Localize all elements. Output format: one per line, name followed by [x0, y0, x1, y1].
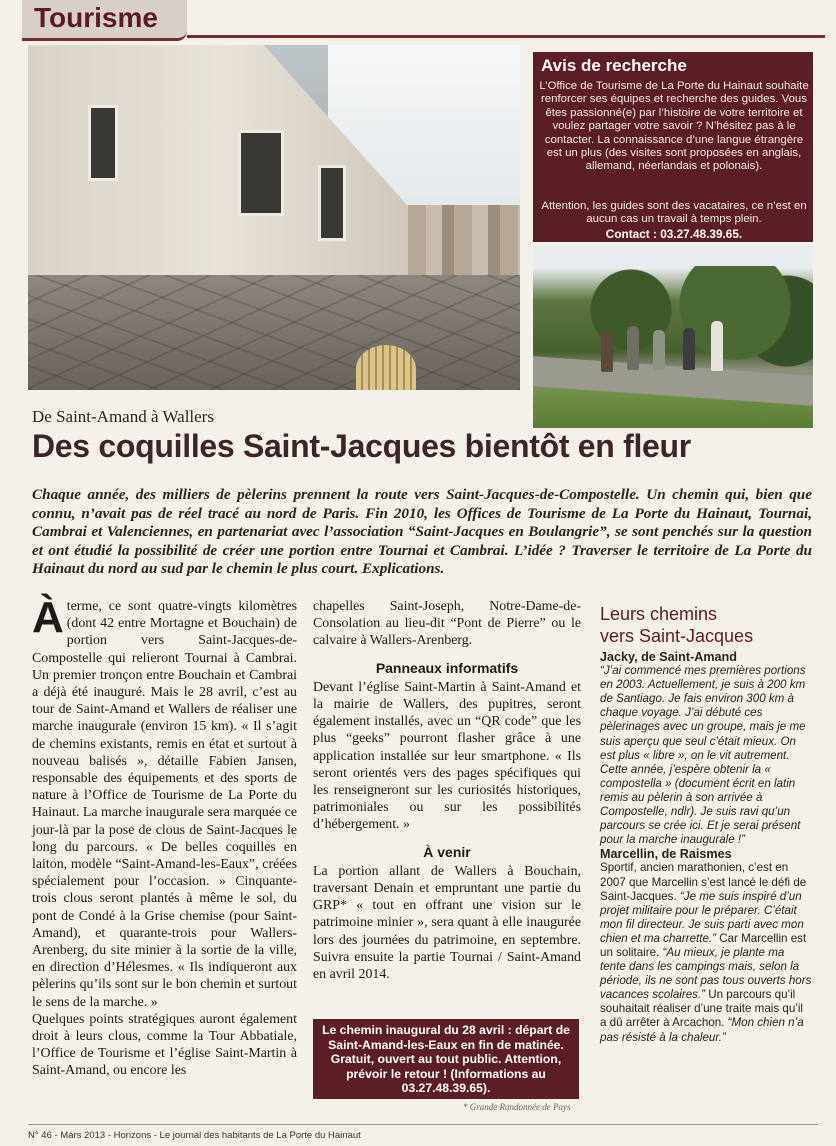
sidebar-testimonials [600, 650, 812, 1045]
body-column-1 [32, 593, 297, 1080]
article-headline: Des coquilles Saint-Jacques bientôt en fleur [32, 428, 691, 464]
article-kicker: De Saint-Amand à Wallers [32, 407, 214, 426]
photo-pavement [28, 275, 520, 390]
sidebar-title-line: vers Saint-Jacques [600, 626, 754, 646]
walkers-photo [533, 246, 813, 428]
testimonial-quote: “Je me suis inspiré d’un projet militaire pour le préparer. C’était mon fil directeur. Je suis parti avec mon chien et ma charrette.” [600, 889, 804, 945]
testimonial-name: Marcellin, de Raismes [600, 847, 732, 862]
footnote: * Grande Randonnée de Pays [463, 1102, 571, 1112]
info-box: Le chemin inaugural du 28 avril : départ de Saint-Amand-les-Eaux en fin de matinée. Gratuit, ouvert au tout public. Attention, prévoir le retour ! (Informations au 03.27.48.39.65). [313, 1019, 579, 1099]
walker-figure [627, 326, 639, 370]
photo-window [318, 165, 346, 241]
sidebar-title [600, 603, 815, 647]
body-paragraph [32, 593, 297, 1011]
walker-figure [653, 330, 665, 370]
testimonial-text-part: Car Marcellin est un solitaire. [600, 931, 807, 959]
dropcap: À [32, 593, 64, 642]
avis-text-attention: Attention, les guides sont des vacataires, ce n’est en aucun cas un travail à temps plein. [541, 200, 807, 226]
body-column-2 [313, 598, 581, 983]
testimonial-quote: “J’ai commencé mes premières portions en 2003. Actuellement, je suis à 200 km de Santiago. Je fais environ 300 km à chaque voyage. J’ai débuté ces pèlerinages avec un groupe, mais je me suis aperçu que seul c’était mieux. On est plus « libre », on le vit autrement. Cette année, j’espère obtenir la « compostella » (document écrit en latin remis au pèlerin à son arrivée à Compostelle, ndlr). Je suis ravi qu’un parcours se crée ici. Et je serai présent pour la marche inaugurale !” [600, 664, 806, 847]
testimonial-text-part: Un parcours qu’il souhaitait réaliser d’une traite mais qu’il a dû arrêter à Arcachon. [600, 988, 803, 1030]
subhead-a-venir: À venir [423, 843, 471, 860]
avis-text: L’Office de Tourisme de La Porte du Hainaut souhaite renforcer ses équipes et recherche des guides. Vous êtes passionné(e) par l’histoire de votre territoire et voulez partager votre savoir ? N’hésitez pas à le contacter. La connaissance d’une langue étrangère est un plus (des visites sont proposées en anglais, allemand, néerlandais et polonais). [539, 80, 809, 173]
walker-figure [683, 328, 695, 370]
testimonial-quote: “Au mieux, je plante ma tente dans les campings mais, selon la période, ils ne sont pas tous ouverts hors vacances scolaires.” [600, 945, 812, 1002]
article-lede: Chaque année, des milliers de pèlerins prennent la route vers Saint-Jacques-de-Compostelle. Un chemin qui, bien que connu, n’avait pas de réel tracé au nord de Paris. Fin 2010, les Offices de Tourisme de La Porte du Hainaut, Tournai, Cambrai et Valenciennes, en partenariat avec l’association “Saint-Jacques en Boulangrie”, se sont penchés sur la question et ont étudié la possibilité de créer une portion entre Tournai et Cambrai. L’idée ? Traverser le territoire de La Porte du Hainaut du nord au sud par le chemin le plus court. Explications. [32, 486, 812, 578]
section-tab [22, 0, 187, 41]
body-paragraph: Devant l’église Saint-Martin à Saint-Amand et la mairie de Wallers, des pupitres, seront également installés, avec un “QR code” que les plus “geeks” pourront flasher grâce à une application installée sur leur smartphone. « Ils seront orientés vers des pages spécifiques qui les renseigneront sur les curiosités historiques, patrimoniales ou sur les possibilités d’hébergement. » [313, 679, 581, 833]
testimonial-name: Jacky, de Saint-Amand [600, 650, 737, 664]
walker-figure [601, 332, 613, 372]
section-label: Tourisme [34, 2, 158, 33]
avis-contact: Contact : 03.27.48.39.65. [605, 227, 743, 241]
footer-rule [28, 1124, 818, 1125]
header-rule [187, 35, 825, 38]
body-paragraph: Quelques points stratégiques auront également droit à leurs clous, comme la Tour Abbatiale, l’Office de Tourisme et l’église Saint-Martin à Saint-Amand, ou encore les [32, 1011, 297, 1079]
testimonial-quote: “Mon chien n’a pas résisté à la chaleur.” [600, 1016, 804, 1044]
avis-title: Avis de recherche [541, 56, 687, 75]
sidebar-title-line: Leurs chemins [600, 604, 718, 624]
photo-houses [408, 205, 520, 285]
shell-icon [356, 345, 416, 390]
page-footer: N° 46 - Mars 2013 - Horizons - Le journal des habitants de La Porte du Hainaut [28, 1130, 361, 1141]
photo-window [238, 130, 284, 216]
testimonial-text [600, 861, 812, 1044]
body-text: terme, ce sont quatre-vingts kilomètres (dont 42 entre Mortagne et Bouchain) de portion vers Saint-Jacques-de-Compostelle qui relieront Tournai à Cambrai. Un premier tronçon entre Bouchain et Cambrai a déjà été inauguré. Mais le 28 avril, c’est au tour de Saint-Amand et Wallers de réaliser une marche inaugurale (environ 15 km). « Il s’agit de chemins existants, remis en état et surtout à nouveau balisés », détaille Fabien Jansen, responsable des équipements et des sports de nature à l’Office de Tourisme de La Porte du Hainaut. La marche inaugurale sera marquée ce jour-là par la pose de clous de Saint-Jacques le long du parcours. « De belles coquilles en laiton, modèle “Saint-Amand-les-Eaux”, créées spécialement pour l’occasion. » Cinquante-trois clous seront plantés à même le sol, du pont de Condé à la Grise chemise (pour Saint-Amand), et quarante-trois pour Wallers-Arenberg, du site minier à la sortie de la ville, en direction d’Hélesmes. « Ils indiqueront aux pèlerins qu’ils sont sur le bon chemin et surtout le sens de la marche. » [32, 599, 297, 1010]
walker-figure [711, 321, 723, 371]
body-paragraph: chapelles Saint-Joseph, Notre-Dame-de-Consolation au lieu-dit “Pont de Pierre” ou le calvaire à Wallers-Arenberg. [313, 599, 581, 649]
testimonial-text-part: Sportif, ancien marathonien, c’est en 2007 que Marcellin s’est lancé le défi de Saint-Jacques. [600, 861, 807, 903]
body-paragraph: La portion allant de Wallers à Bouchain, traversant Denain et empruntant une partie du GRP* « tout en offrant une vision sur le patrimoine minier », sera quant à elle inaugurée lors des journées du patrimoine, en septembre. Suivra ensuite la partie Tournai / Saint-Amand en avril 2014. [313, 863, 581, 983]
avis-box [533, 52, 813, 242]
photo-window [88, 105, 118, 181]
street-photo [28, 45, 520, 390]
subhead-panneaux: Panneaux informatifs [375, 659, 519, 676]
